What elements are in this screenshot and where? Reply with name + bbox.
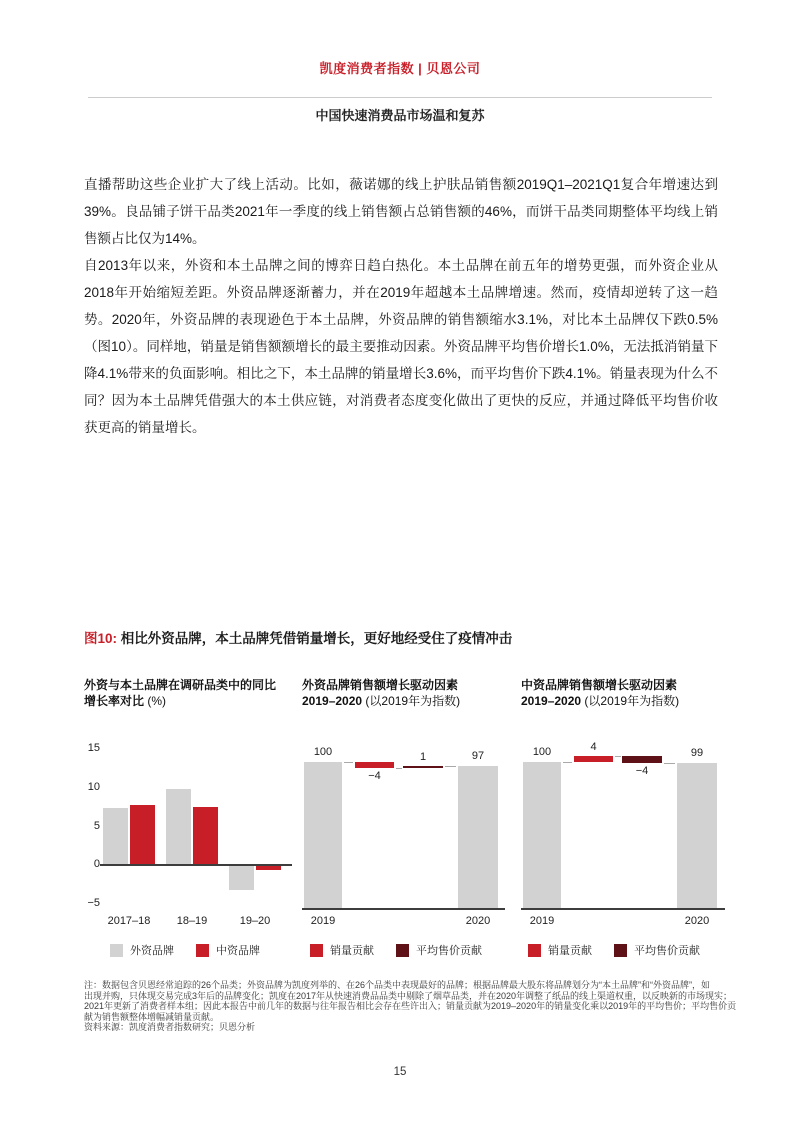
- legend-item: [196, 942, 260, 958]
- red-swatch-icon: [528, 944, 541, 957]
- y-axis-tick-label: 15: [87, 742, 100, 754]
- chart1-title-line1: 外资与本土品牌在调研品类中的同比: [84, 678, 277, 692]
- chart1-title-unit: (%): [147, 694, 167, 708]
- waterfall-start-bar: [523, 762, 561, 908]
- gray-swatch-icon: [110, 944, 123, 957]
- connector-dash: [563, 762, 572, 763]
- connector-dash: [344, 762, 353, 763]
- chart3-legend: [528, 942, 700, 958]
- value-label: 97: [471, 750, 485, 763]
- note-line: 献为销售额整体增幅减销量贡献。: [84, 1011, 220, 1022]
- header-divider: [88, 97, 712, 98]
- waterfall-end-bar: [677, 763, 717, 908]
- connector-dash: [445, 766, 456, 767]
- bar-外资品牌: [166, 789, 191, 864]
- y-axis-tick-label: 0: [93, 858, 100, 871]
- x-axis-category-label: 2017–18: [107, 915, 151, 927]
- chart-chinese-waterfall: [521, 738, 725, 938]
- segment-value-label: 1: [419, 751, 427, 764]
- segment-value-label: −4: [635, 765, 649, 778]
- bar-中资品牌: [193, 807, 218, 864]
- dark-red-swatch-icon: [396, 944, 409, 957]
- legend-item: [528, 942, 592, 958]
- chart2-title-unit: (以2019年为指数): [365, 694, 461, 708]
- legend-item: [396, 942, 482, 958]
- legend-label: 销量贡献: [548, 945, 592, 957]
- legend-item: [614, 942, 700, 958]
- red-swatch-icon: [310, 944, 323, 957]
- segment-value-label: 4: [590, 741, 597, 754]
- legend-label: 销量贡献: [330, 945, 374, 957]
- chart3-title: [521, 677, 731, 709]
- connector-dash: [396, 768, 402, 769]
- chart3-title-line1: 中资品牌销售额增长驱动因素: [521, 678, 678, 692]
- legend-item: [110, 942, 174, 958]
- chart1-legend: [110, 942, 260, 958]
- chart2-title: [302, 677, 512, 709]
- legend-item: [310, 942, 374, 958]
- page-subtitle: 中国快速消费品市场温和复苏: [315, 108, 485, 123]
- waterfall-start-bar: [304, 762, 342, 908]
- legend-label: 平均售价贡献: [634, 945, 700, 957]
- waterfall-segment-销量贡献: [574, 756, 613, 762]
- note-line: 2021年更新了消费者样本组；因此本报告中前几年的数据与往年报告相比会存在些许出入；销量贡献为2019–2020年的销量变化乘以2019年的平均售价；平均售价贡: [84, 1001, 737, 1011]
- body-paragraph-2: 自2013年以来，外资和本土品牌之间的博弈日趋白热化。本土品牌在前五年的增势更强，而外资企业从2018年开始缩短差距。外资品牌逐渐蓄力，并在2019年超越本土品牌增速。然而，疫情却逆转了这一趋势。2020年，外资品牌的表现逊色于本土品牌，外资品牌的销售额缩水3.1%，对比本土品牌仅下跌0.5%（图10）。同样地，销量是销售额额增长的最主要推动因素。外资品牌平均售价增长1.0%，无法抵消销量下降4.1%带来的负面影响。相比之下，本土品牌的销量增长3.6%，而平均售价下跌4.1%。销量表现为什么不同？因为本土品牌凭借强大的本土供应链，对消费者态度变化做出了更快的反应，并通过降低平均售价收获更高的销量增长。: [84, 258, 718, 435]
- note-line: 注：数据包含贝恩经常追踪的26个品类；外资品牌为凯度列举的、在26个品类中表现最好的品牌；根据品牌最大股东将品牌划分为“本土品牌”和“外资品牌”，如: [84, 980, 711, 990]
- value-label: 100: [532, 746, 552, 758]
- x-axis-year-label: 2019: [529, 915, 555, 927]
- page-header: 凯度消费者指数 | 贝恩公司: [319, 61, 481, 76]
- legend-label: 中资品牌: [216, 945, 260, 957]
- y-axis-tick-label: 5: [93, 819, 100, 832]
- chart-foreign-waterfall: [302, 738, 505, 938]
- connector-dash: [664, 763, 675, 764]
- chart-foreign-vs-local-bars: [84, 738, 294, 938]
- chart2-title-line2: 2019–2020: [302, 694, 366, 708]
- note-line: 出现并购，只体现交易完成3年后的品牌变化；凯度在2017年从快速消费品品类中剔除了烟草品类，并在2020年调整了纸品的线上渠道权重，以反映新的市场现实；: [84, 990, 733, 1001]
- value-label: 100: [313, 746, 333, 758]
- chart1-title: [84, 677, 298, 709]
- figure-caption-text: 相比外资品牌，本土品牌凭借销量增长，更好地经受住了疫情冲击: [120, 631, 513, 646]
- bar-中资品牌: [130, 805, 155, 864]
- x-axis-category-label: 18–19: [176, 915, 208, 927]
- red-swatch-icon: [196, 944, 209, 957]
- waterfall-segment-平均售价贡献: [622, 756, 662, 763]
- x-axis-year-label: 2020: [684, 915, 710, 927]
- chart2-legend: [310, 942, 482, 958]
- waterfall-end-bar: [458, 766, 498, 908]
- y-axis-tick-label: −5: [87, 897, 100, 909]
- figure-caption: [84, 627, 512, 647]
- segment-value-label: −4: [368, 769, 381, 782]
- connector-dash: [615, 756, 621, 757]
- legend-label: 外资品牌: [130, 945, 174, 957]
- page-number: 15: [393, 1066, 407, 1078]
- bar-外资品牌: [229, 866, 254, 890]
- bar-外资品牌: [103, 808, 128, 864]
- waterfall-segment-销量贡献: [355, 762, 394, 768]
- dark-red-swatch-icon: [614, 944, 627, 957]
- chart3-title-unit: (以2019年为指数): [584, 694, 680, 708]
- x-axis-year-label: 2019: [310, 915, 336, 927]
- body-paragraph-1: 直播帮助这些企业扩大了线上活动。比如，薇诺娜的线上护肤品销售额2019Q1–2021Q1复合年增速达到39%。良品铺子饼干品类2021年一季度的线上销售额占总销售额的46%，而饼干品类同期整体平均线上销售额占比仅为14%。: [84, 177, 718, 246]
- legend-label: 平均售价贡献: [416, 945, 482, 957]
- y-axis-tick-label: 10: [87, 780, 100, 793]
- x-axis-year-label: 2020: [465, 915, 491, 927]
- waterfall-segment-平均售价贡献: [403, 766, 443, 768]
- chart2-title-line1: 外资品牌销售额增长驱动因素: [302, 678, 459, 692]
- value-label: 99: [690, 747, 704, 760]
- figure-label: 图10:: [84, 631, 118, 646]
- chart1-title-line2: 增长率对比: [84, 694, 148, 708]
- figure-notes: [84, 980, 736, 1033]
- x-axis-line: [521, 908, 725, 910]
- x-axis-line: [302, 908, 505, 910]
- source-line: 资料来源：凯度消费者指数研究；贝恩分析: [84, 1022, 256, 1032]
- chart3-title-line2: 2019–2020: [521, 694, 585, 708]
- x-axis-category-label: 19–20: [239, 915, 271, 927]
- bar-中资品牌: [256, 866, 281, 870]
